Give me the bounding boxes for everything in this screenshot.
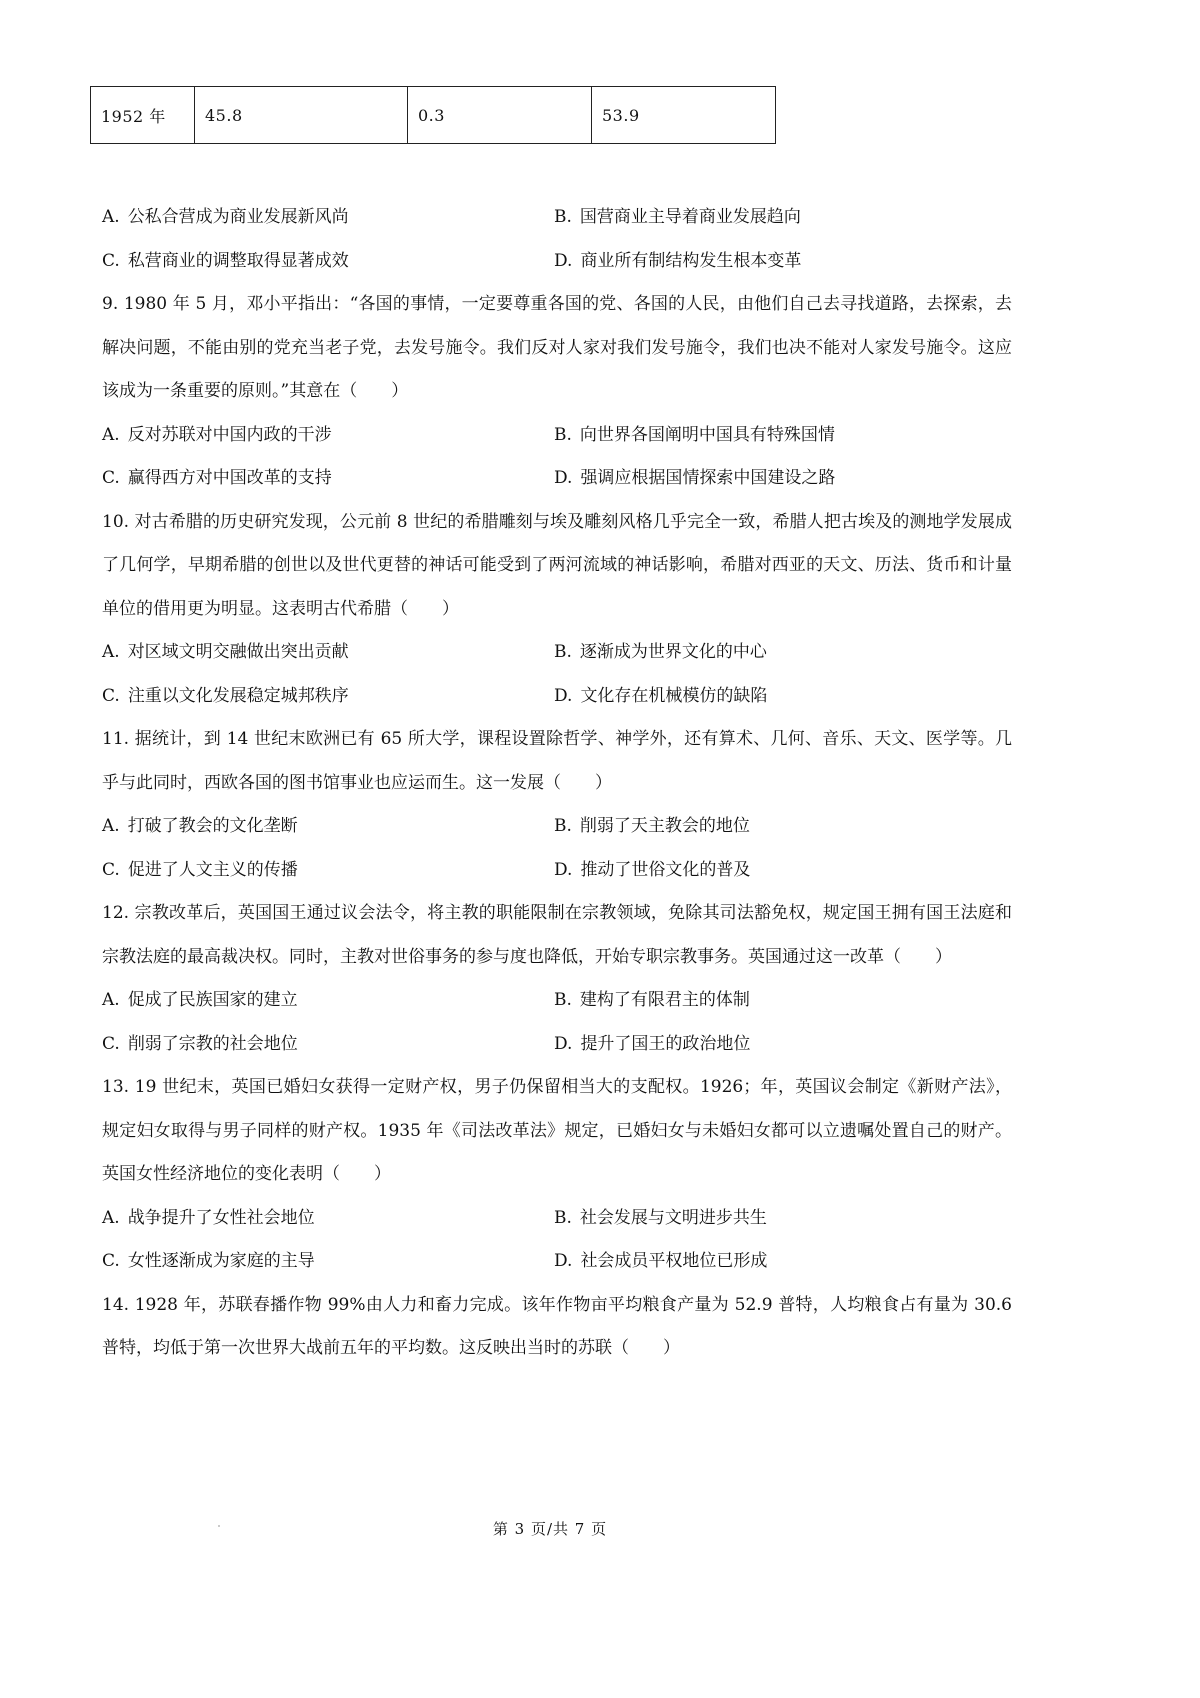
option-row bbox=[102, 1023, 1012, 1067]
option-text: 建构了有限君主的体制 bbox=[579, 990, 750, 1010]
question-11 bbox=[102, 718, 1012, 892]
option-c[interactable] bbox=[102, 849, 554, 893]
option-b[interactable] bbox=[554, 414, 835, 458]
option-row bbox=[102, 849, 1012, 893]
option-text: 商业所有制结构发生根本变革 bbox=[580, 250, 802, 271]
option-letter: D. bbox=[554, 468, 573, 488]
table-cell: 0.3 bbox=[408, 87, 592, 144]
option-a[interactable] bbox=[102, 631, 554, 675]
option-text: 强调应根据国情探索中国建设之路 bbox=[580, 468, 836, 488]
option-letter: B. bbox=[554, 207, 572, 227]
option-text: 向世界各国阐明中国具有特殊国情 bbox=[579, 424, 835, 445]
option-letter: A. bbox=[102, 990, 120, 1010]
question-stem: 12. 宗教改革后，英国国王通过议会法令，将主教的职能限制在宗教领域，免除其司法豁免权，规定国王拥有国王法庭和宗教法庭的最高裁决权。同时，主教对世俗事务的参与度也降低，开始专职宗教事务。英国通过这一改革（ ） bbox=[102, 903, 1012, 967]
option-d[interactable] bbox=[554, 1240, 767, 1284]
option-a[interactable] bbox=[102, 1197, 554, 1241]
option-b[interactable] bbox=[554, 196, 801, 240]
option-d[interactable] bbox=[554, 457, 835, 501]
option-text: 注重以文化发展稳定城邦秩序 bbox=[127, 685, 349, 706]
option-text: 公私合营成为商业发展新风尚 bbox=[127, 207, 349, 227]
option-row bbox=[102, 196, 1012, 240]
question-14 bbox=[102, 1284, 1012, 1371]
option-text: 反对苏联对中国内政的干涉 bbox=[127, 424, 332, 445]
page-number: 第 3 页/共 7 页 bbox=[492, 1520, 608, 1538]
option-d[interactable] bbox=[554, 675, 767, 719]
option-letter: D. bbox=[554, 685, 573, 706]
option-row bbox=[102, 1197, 1012, 1241]
option-letter: C. bbox=[102, 859, 120, 880]
table-row bbox=[91, 87, 776, 144]
question-8 bbox=[102, 196, 1012, 283]
data-table bbox=[90, 86, 776, 144]
option-letter: A. bbox=[102, 424, 120, 445]
option-row bbox=[102, 979, 1012, 1023]
option-text: 削弱了宗教的社会地位 bbox=[127, 1033, 298, 1054]
option-c[interactable] bbox=[102, 457, 554, 501]
option-c[interactable] bbox=[102, 240, 554, 284]
option-b[interactable] bbox=[554, 631, 767, 675]
option-c[interactable] bbox=[102, 1240, 554, 1284]
option-d[interactable] bbox=[554, 1023, 750, 1067]
option-letter: A. bbox=[102, 207, 120, 227]
question-stem: 11. 据统计，到 14 世纪末欧洲已有 65 所大学，课程设置除哲学、神学外，还有算术、几何、音乐、天文、医学等。几乎与此同时，西欧各国的图书馆事业也应运而生。这一发展（ ） bbox=[102, 729, 1012, 793]
option-text: 战争提升了女性社会地位 bbox=[127, 1207, 315, 1228]
option-letter: D. bbox=[554, 859, 573, 880]
option-letter: C. bbox=[102, 1251, 120, 1271]
question-stem: 13. 19 世纪末，英国已婚妇女获得一定财产权，男子仍保留相当大的支配权。1926；年，英国议会制定《新财产法》，规定妇女取得与男子同样的财产权。1935 年《司法改革法》规定，已婚妇女与未婚妇女都可以立遗嘱处置自己的财产。英国女性经济地位的变化表明（ ） bbox=[102, 1077, 1012, 1184]
option-text: 私营商业的调整取得显著成效 bbox=[127, 250, 349, 271]
option-letter: C. bbox=[102, 468, 120, 488]
option-text: 提升了国王的政治地位 bbox=[580, 1033, 751, 1054]
option-letter: D. bbox=[554, 250, 573, 271]
option-text: 削弱了天主教会的地位 bbox=[579, 816, 750, 836]
option-text: 打破了教会的文化垄断 bbox=[127, 816, 298, 836]
option-row bbox=[102, 805, 1012, 849]
option-a[interactable] bbox=[102, 196, 554, 240]
option-text: 文化存在机械模仿的缺陷 bbox=[580, 685, 768, 706]
option-row bbox=[102, 1240, 1012, 1284]
question-list bbox=[102, 196, 1012, 1371]
option-text: 国营商业主导着商业发展趋向 bbox=[579, 207, 801, 227]
question-stem: 10. 对古希腊的历史研究发现，公元前 8 世纪的希腊雕刻与埃及雕刻风格几乎完全一致，希腊人把古埃及的测地学发展成了几何学，早期希腊的创世以及世代更替的神话可能受到了两河流域的神话影响，希腊对西亚的天文、历法、货币和计量单位的借用更为明显。这表明古代希腊（ ） bbox=[102, 511, 1012, 619]
option-d[interactable] bbox=[554, 240, 801, 284]
option-text: 促成了民族国家的建立 bbox=[127, 990, 298, 1010]
question-10 bbox=[102, 501, 1012, 719]
option-text: 社会成员平权地位已形成 bbox=[580, 1251, 768, 1271]
option-row bbox=[102, 675, 1012, 719]
option-row bbox=[102, 457, 1012, 501]
option-row bbox=[102, 240, 1012, 284]
option-letter: A. bbox=[102, 642, 120, 662]
option-letter: B. bbox=[554, 424, 572, 445]
question-9 bbox=[102, 283, 1012, 501]
table-cell: 45.8 bbox=[195, 87, 408, 144]
option-text: 社会发展与文明进步共生 bbox=[579, 1207, 767, 1228]
option-c[interactable] bbox=[102, 1023, 554, 1067]
option-letter: B. bbox=[554, 816, 572, 836]
option-text: 女性逐渐成为家庭的主导 bbox=[127, 1251, 315, 1271]
option-letter: C. bbox=[102, 1033, 120, 1054]
option-b[interactable] bbox=[554, 1197, 767, 1241]
option-d[interactable] bbox=[554, 849, 750, 893]
option-text: 促进了人文主义的传播 bbox=[127, 859, 298, 880]
option-text: 对区域文明交融做出突出贡献 bbox=[127, 642, 349, 662]
option-a[interactable] bbox=[102, 805, 554, 849]
option-letter: B. bbox=[554, 642, 572, 662]
table-cell-year: 1952 年 bbox=[91, 87, 195, 144]
option-letter: A. bbox=[102, 1207, 120, 1228]
option-letter: D. bbox=[554, 1033, 573, 1054]
option-c[interactable] bbox=[102, 675, 554, 719]
table-cell: 53.9 bbox=[592, 87, 776, 144]
option-letter: C. bbox=[102, 250, 120, 271]
option-a[interactable] bbox=[102, 414, 554, 458]
option-letter: A. bbox=[102, 816, 120, 836]
option-b[interactable] bbox=[554, 805, 750, 849]
option-row bbox=[102, 631, 1012, 675]
option-letter: C. bbox=[102, 685, 120, 706]
question-13 bbox=[102, 1066, 1012, 1284]
option-row bbox=[102, 414, 1012, 458]
option-text: 赢得西方对中国改革的支持 bbox=[127, 468, 332, 488]
option-b[interactable] bbox=[554, 979, 750, 1023]
option-a[interactable] bbox=[102, 979, 554, 1023]
option-text: 推动了世俗文化的普及 bbox=[580, 859, 751, 880]
question-12 bbox=[102, 892, 1012, 1066]
option-text: 逐渐成为世界文化的中心 bbox=[579, 642, 767, 662]
option-letter: B. bbox=[554, 1207, 572, 1228]
option-letter: D. bbox=[554, 1251, 573, 1271]
option-letter: B. bbox=[554, 990, 572, 1010]
question-stem: 9. 1980 年 5 月，邓小平指出：“各国的事情，一定要尊重各国的党、各国的人民，由他们自己去寻找道路，去探索，去解决问题，不能由别的党充当老子党，去发号施令。我们反对人家对我们发号施令，我们也决不能对人家发号施令。这应该成为一条重要的原则。”其意在（ ） bbox=[102, 294, 1012, 401]
question-stem: 14. 1928 年，苏联春播作物 99%由人力和畜力完成。该年作物亩平均粮食产量为 52.9 普特，人均粮食占有量为 30.6 普特，均低于第一次世界大战前五年的平均数。这反映出当时的苏联（ ） bbox=[102, 1294, 1012, 1358]
